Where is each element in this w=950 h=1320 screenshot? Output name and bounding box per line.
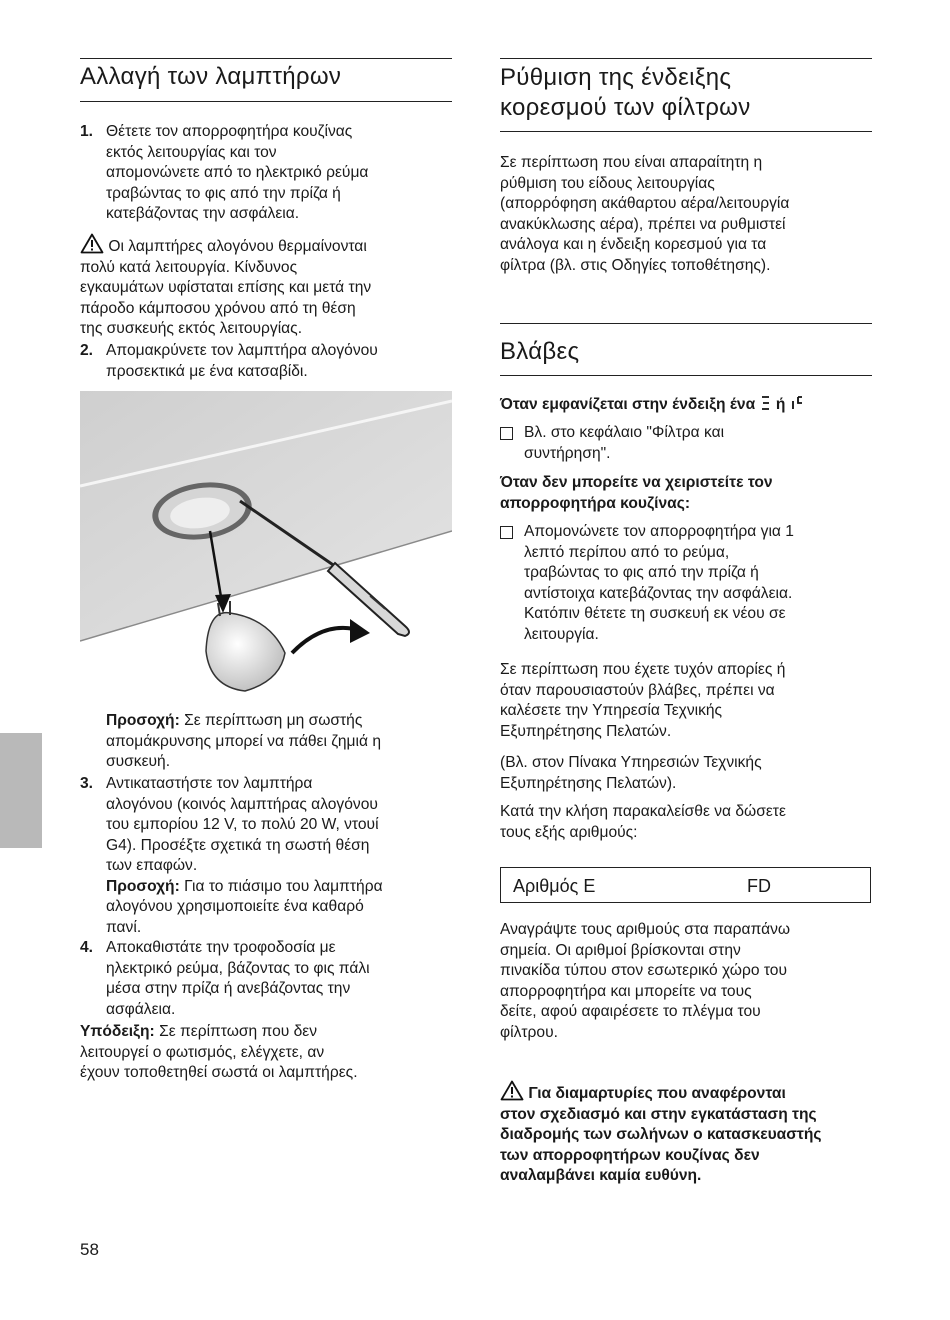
service-table-reference bbox=[500, 753, 880, 794]
paragraph-line: ανακύκλωσης αέρα), πρέπει να ρυθμιστεί bbox=[500, 215, 786, 233]
note-line: Σε περίπτωση που δεν bbox=[159, 1023, 318, 1040]
fault-condition-display bbox=[500, 395, 880, 416]
step-line: Απομακρύνετε τον λαμπτήρα αλογόνου bbox=[106, 342, 378, 359]
warning-triangle-icon bbox=[80, 233, 104, 254]
heading-line: Ρύθμιση της ένδειξης bbox=[500, 64, 732, 91]
paragraph-line: απορροφητήρα και μπορείτε να τους bbox=[500, 982, 752, 1000]
paragraph-line: ρύθμιση του είδους λειτουργίας bbox=[500, 174, 715, 192]
paragraph-line: Σε περίπτωση που είναι απαραίτητη η bbox=[500, 154, 763, 171]
note-line: έχουν τοποθετηθεί σωστά οι λαμπτήρες. bbox=[80, 1064, 358, 1081]
condition-text: Όταν εμφανίζεται στην ένδειξη ένα bbox=[500, 396, 756, 413]
step-line: αλογόνου (κοινός λαμπτήρας αλογόνου bbox=[106, 795, 378, 813]
customer-service-paragraph bbox=[500, 660, 880, 742]
step-line: Αντικαταστήστε τον λαμπτήρα bbox=[106, 775, 313, 792]
step-line: G4). Προσέξτε σχετικά τη σωστή θέση bbox=[106, 836, 370, 854]
e-number-label: Αριθμός E bbox=[513, 876, 596, 896]
paragraph-line: καλέσετε την Υπηρεσία Τεχνικής bbox=[500, 702, 723, 719]
step-line: κατεβάζοντας την ασφάλεια. bbox=[106, 205, 300, 222]
step-line: ηλεκτρικό ρεύμα, βάζοντας το φις πάλι bbox=[106, 959, 370, 977]
warning-line: των απορροφητήρων κουζίνας δεν bbox=[500, 1146, 760, 1164]
warning-line: στον σχεδιασμό και στην εγκατάσταση της bbox=[500, 1105, 817, 1123]
caution-line: απομάκρυνσης μπορεί να πάθει ζημιά η bbox=[106, 732, 382, 750]
fault-condition-operation bbox=[500, 473, 880, 514]
caution-2 bbox=[106, 877, 460, 898]
paragraph-line: φίλτρα (βλ. στις Οδηγίες τοποθέτησης). bbox=[500, 256, 771, 274]
fd-number-label: FD bbox=[747, 876, 771, 896]
step-number: 1. bbox=[80, 123, 94, 140]
step-line: απομονώνετε από το ηλεκτρικό ρεύμα bbox=[106, 164, 369, 181]
hot-lamp-warning bbox=[80, 233, 460, 340]
paragraph-line: πινακίδα τύπου στον εσωτερικό χώρο του bbox=[500, 962, 787, 979]
step-line: Αποκαθιστάτε την τροφοδοσία με bbox=[106, 939, 336, 956]
warning-triangle-icon bbox=[500, 1080, 524, 1101]
e-fd-number-box bbox=[500, 867, 871, 903]
section-title-lamps: Αλλαγή των λαμπτήρων bbox=[80, 63, 342, 90]
chapter-tab-marker bbox=[0, 733, 42, 848]
page-number: 58 bbox=[80, 1240, 99, 1259]
paragraph-line: Εξυπηρέτησης Πελατών). bbox=[500, 774, 677, 792]
paragraph-line: (Βλ. στον Πίνακα Υπηρεσιών Τεχνικής bbox=[500, 754, 762, 771]
filter-indicator-intro bbox=[500, 153, 880, 276]
paragraph-line: τους εξής αριθμούς: bbox=[500, 823, 638, 841]
condition-line: Όταν δεν μπορείτε να χειριστείτε τον bbox=[500, 474, 773, 491]
caution-incorrect-removal bbox=[106, 711, 456, 773]
paragraph-line: (απορρόφηση ακάθαρτου αέρα/λειτουργία bbox=[500, 195, 790, 212]
paragraph-line: φίλτρου. bbox=[500, 1023, 558, 1041]
caution-line: Για το πιάσιμο του λαμπτήρα bbox=[184, 877, 383, 895]
section-title-filter-indicator bbox=[500, 63, 751, 123]
liability-warning bbox=[500, 1080, 885, 1187]
heading-bottom-rule bbox=[500, 375, 872, 376]
step-number: 2. bbox=[80, 342, 94, 359]
section-title-faults: Βλάβες bbox=[500, 338, 580, 365]
caution-line: συσκευή. bbox=[106, 753, 171, 770]
heading-line: κορεσμού των φίλτρων bbox=[500, 94, 751, 121]
item-line: Βλ. στο κεφάλαιο "Φίλτρα και bbox=[524, 424, 725, 441]
paragraph-line: ανάλογα και η ένδειξη κορεσμού για τα bbox=[500, 236, 767, 253]
paragraph-line: Σε περίπτωση που έχετε τυχόν απορίες ή bbox=[500, 661, 786, 678]
step-number: 3. bbox=[80, 775, 94, 792]
rating-plate-paragraph bbox=[500, 920, 880, 1043]
step-line: του εμπορίου 12 V, το πολύ 20 W, ντουί bbox=[106, 816, 379, 833]
fault-item-2 bbox=[500, 522, 880, 645]
paragraph-line: σημεία. Οι αριθμοί βρίσκονται στην bbox=[500, 941, 741, 959]
condition-or: ή bbox=[775, 396, 786, 413]
call-numbers-paragraph bbox=[500, 802, 880, 843]
display-symbol-2-icon bbox=[790, 395, 804, 411]
warning-line: αναλαμβάνει καμία ευθύνη. bbox=[500, 1167, 702, 1184]
display-symbol-1-icon bbox=[760, 395, 772, 411]
heading-top-rule bbox=[500, 323, 872, 324]
warning-line: διαδρομής των σωλήνων ο κατασκευαστής bbox=[500, 1126, 822, 1143]
paragraph-line: Κατά την κλήση παρακαλείσθε να δώσετε bbox=[500, 803, 786, 820]
lighting-note bbox=[80, 1022, 460, 1084]
item-line: λειτουργία. bbox=[524, 625, 599, 643]
paragraph-line: όταν παρουσιαστούν βλάβες, πρέπει να bbox=[500, 681, 775, 699]
fault-item-1 bbox=[500, 423, 880, 464]
warning-line: πάροδο κάμποσου χρόνου από τη θέση bbox=[80, 299, 356, 317]
paragraph-line: δείτε, αφού αφαιρέσετε το πλέγμα του bbox=[500, 1003, 761, 1020]
step-line: εκτός λειτουργίας και τον bbox=[106, 143, 277, 161]
heading-bottom-rule bbox=[80, 101, 452, 102]
paragraph-line: Αναγράψτε τους αριθμούς στα παραπάνω bbox=[500, 921, 791, 938]
step-line: μέσα στην πρίζα ή ανεβάζοντας την bbox=[106, 980, 351, 997]
caution-label: Προσοχή: bbox=[106, 712, 180, 729]
caution-line: πανί. bbox=[106, 918, 142, 936]
step-line: Θέτετε τον απορροφητήρα κουζίνας bbox=[106, 123, 353, 140]
heading-bottom-rule bbox=[500, 131, 872, 132]
warning-line: πολύ κατά λειτουργία. Κίνδυνος bbox=[80, 258, 298, 276]
warning-line: Οι λαμπτήρες αλογόνου θερμαίνονται bbox=[108, 238, 367, 255]
heading-top-rule bbox=[80, 58, 452, 59]
warning-line: Για διαμαρτυρίες που αναφέρονται bbox=[528, 1085, 786, 1102]
step-line: ασφάλεια. bbox=[106, 1000, 176, 1018]
heading-top-rule bbox=[500, 58, 872, 59]
step-line: τραβώντας το φις από την πρίζα ή bbox=[106, 184, 341, 202]
warning-line: εγκαυμάτων υφίσταται επίσης και μετά την bbox=[80, 279, 372, 296]
item-line: Απομονώνετε τον απορροφητήρα για 1 bbox=[524, 523, 794, 540]
checkbox-bullet-icon bbox=[500, 526, 513, 539]
condition-line: απορροφητήρα κουζίνας: bbox=[500, 494, 691, 512]
item-line: αντίστοιχα κατεβάζοντας την ασφάλεια. bbox=[524, 584, 793, 602]
item-line: Κατόπιν θέτετε τη συσκευή εκ νέου σε bbox=[524, 605, 786, 622]
note-line: λειτουργεί ο φωτισμός, ελέγχετε, αν bbox=[80, 1043, 325, 1061]
item-line: τραβώντας το φις από την πρίζα ή bbox=[524, 564, 759, 581]
item-line: λεπτό περίπου από το ρεύμα, bbox=[524, 543, 730, 561]
caution-label: Προσοχή: bbox=[106, 877, 180, 895]
paragraph-line: Εξυπηρέτησης Πελατών. bbox=[500, 722, 672, 740]
warning-line: της συσκευής εκτός λειτουργίας. bbox=[80, 320, 303, 337]
lamp-removal-illustration bbox=[80, 391, 452, 699]
step-number: 4. bbox=[80, 939, 94, 956]
note-label: Υπόδειξη: bbox=[80, 1023, 155, 1040]
caution-line: Σε περίπτωση μη σωστής bbox=[184, 712, 363, 729]
item-line: συντήρηση". bbox=[524, 444, 611, 462]
step-line: των επαφών. bbox=[106, 857, 198, 874]
caution-line: αλογόνου χρησιμοποιείτε ένα καθαρό bbox=[106, 898, 364, 915]
step-line: προσεκτικά με ένα κατσαβίδι. bbox=[106, 362, 308, 380]
checkbox-bullet-icon bbox=[500, 427, 513, 440]
